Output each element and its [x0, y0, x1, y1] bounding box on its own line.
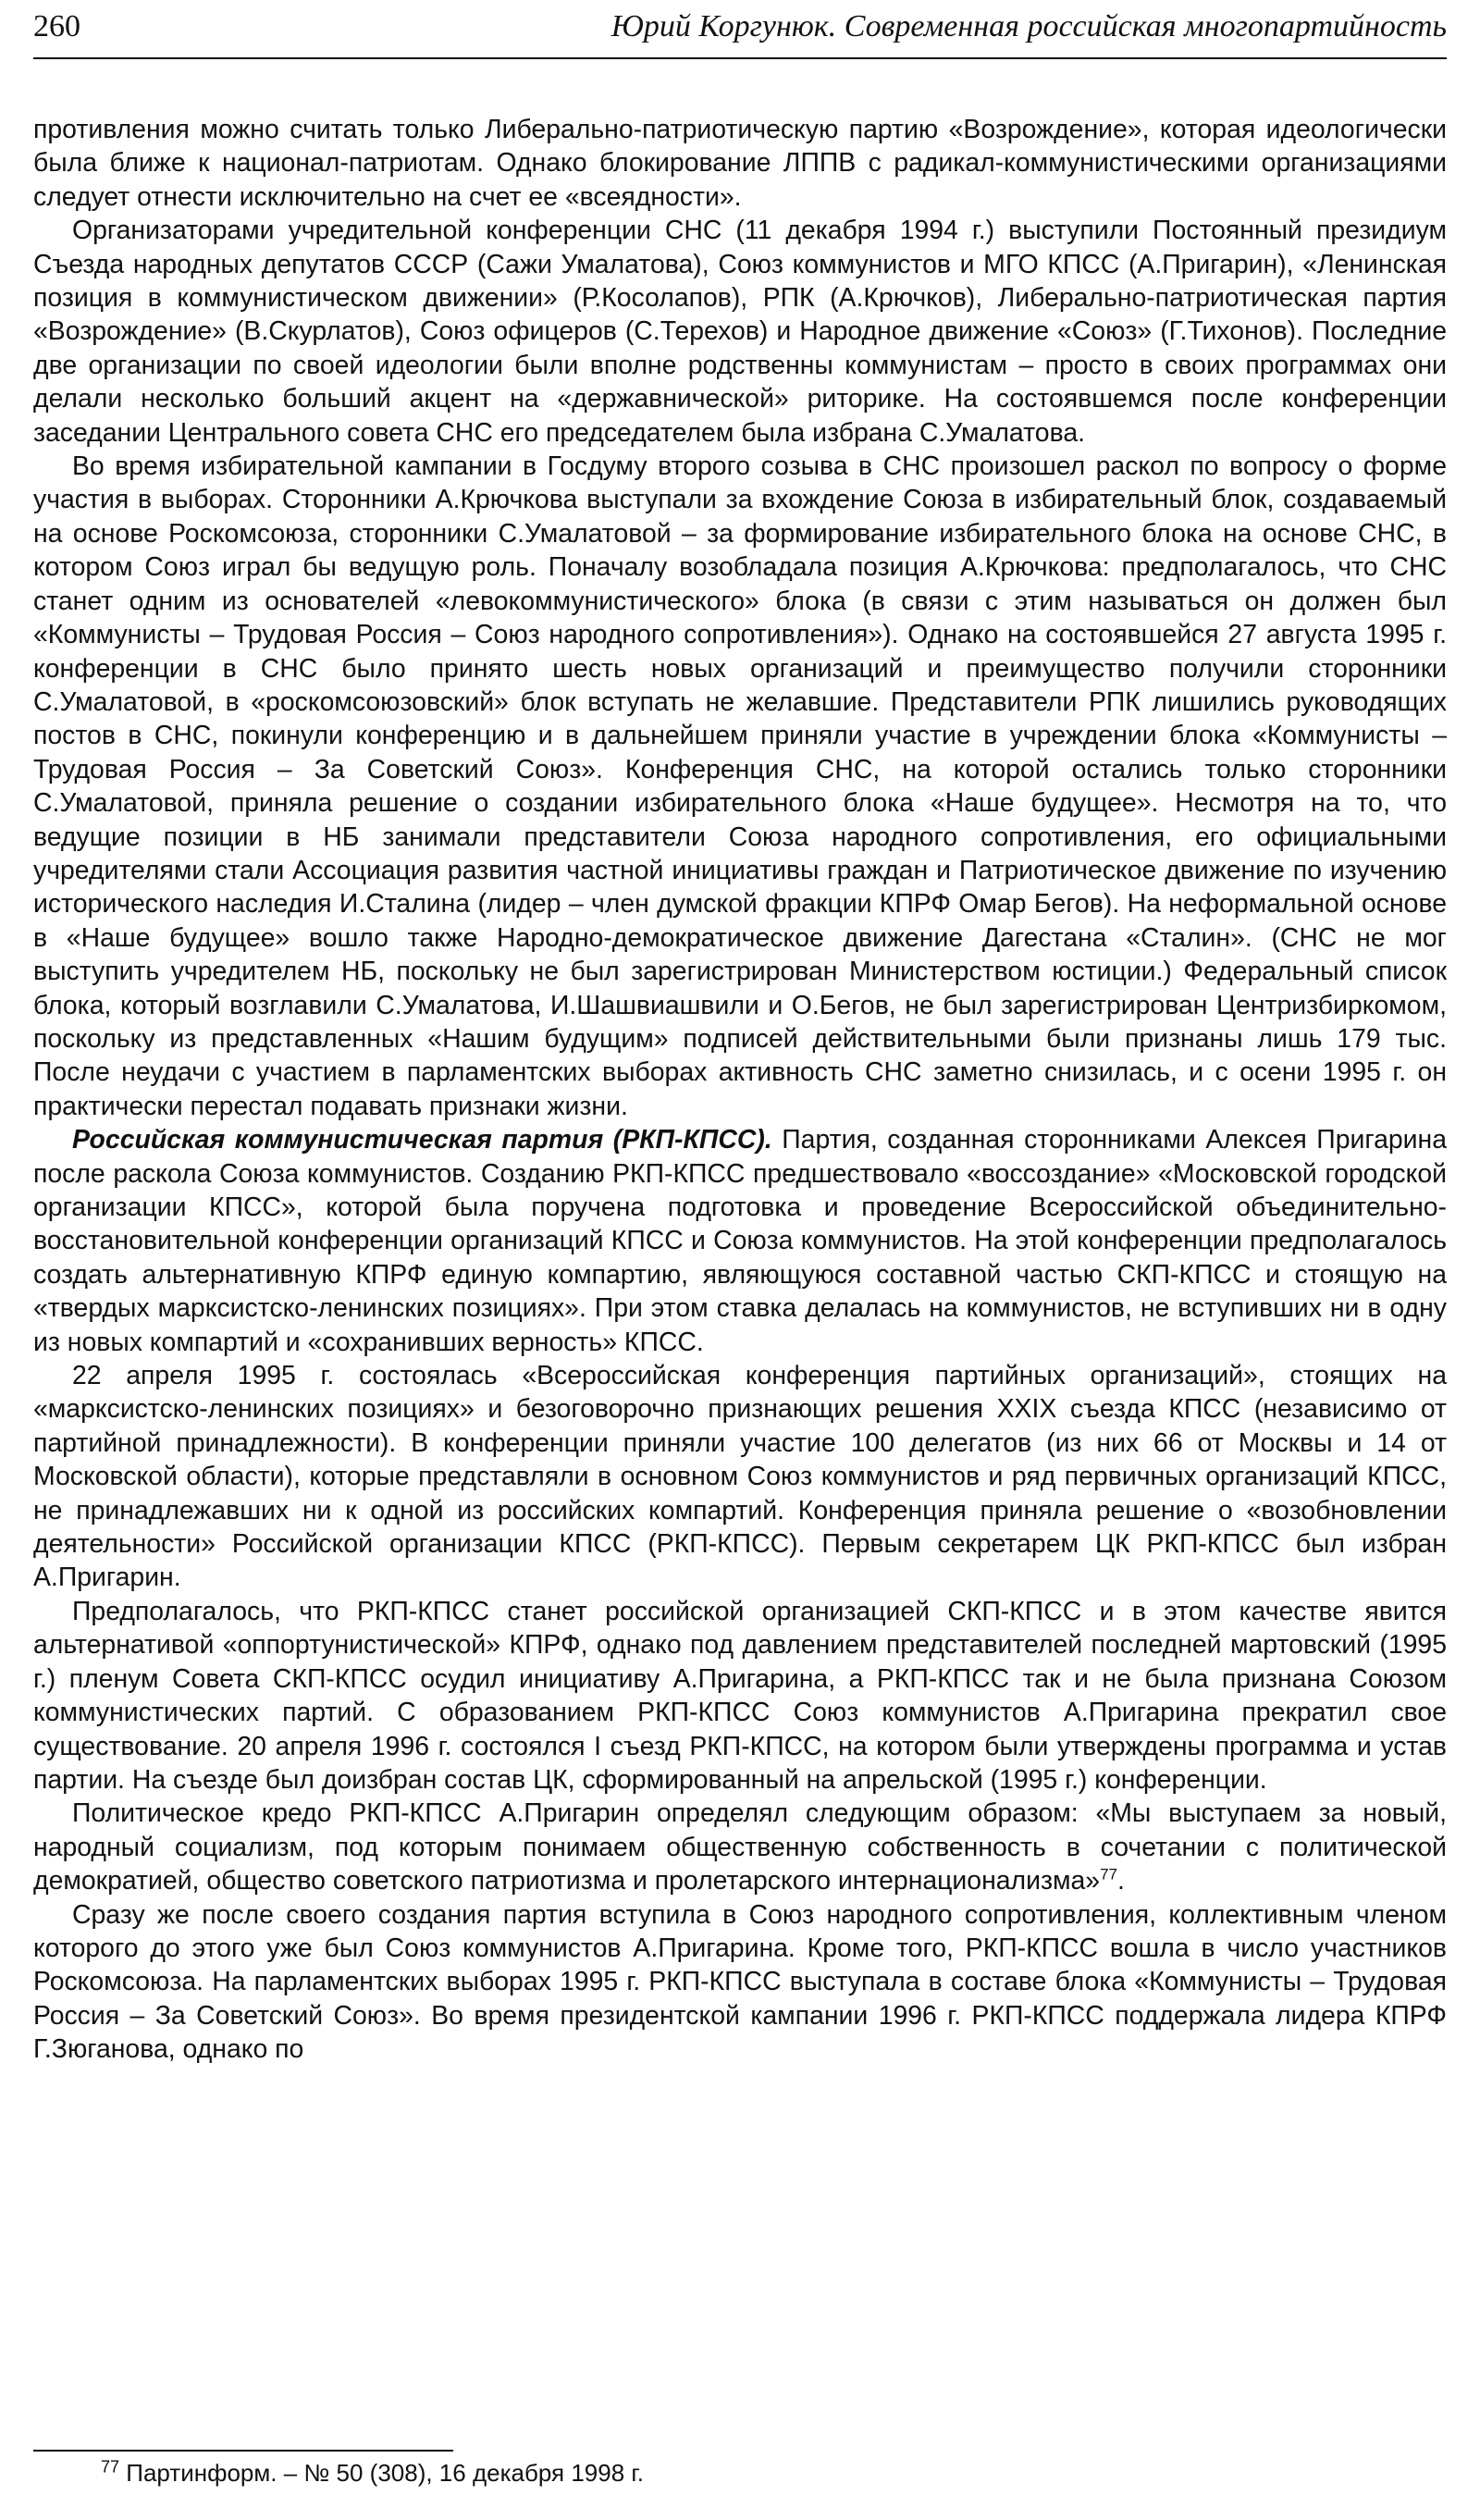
- paragraph-6: Предполагалось, что РКП-КПСС станет российской организацией СКП-КПСС и в этом качестве явится альтернативой «оппортунистической» КПРФ, однако под давлением представителей последней мартовский (1995 г.) пленум Совета СКП-КПСС осудил инициативу А.Пригарина, а РКП-КПСС так и не была признана Союзом коммунистических партий. С образованием РКП-КПСС Союз коммунистов А.Пригарина прекратил свое существование. 20 апреля 1996 г. состоялся I съезд РКП-КПСС, на котором были утверждены программа и устав партии. На съезде был доизбран состав ЦК, сформированный на апрельской (1995 г.) конференции.: [33, 1596, 1447, 1795]
- page-number: 260: [33, 9, 80, 43]
- footnote-number: 77: [101, 2457, 120, 2477]
- body-text: [33, 113, 1447, 2067]
- paragraph-4: [33, 1123, 1447, 1359]
- footnote-reference[interactable]: 77: [1100, 1865, 1117, 1884]
- paragraph-3: Во время избирательной кампании в Госдуму второго созыва в СНС произошел раскол по вопросу о форме участия в выборах. Сторонники А.Крючкова выступали за вхождение Союза в избирательный блок, создаваемый на основе Роскомсоюза, сторонники С.Умалатовой – за формирование избирательного блока на основе СНС, в котором Союз играл бы ведущую роль. Поначалу возобладала позиция А.Крючкова: предполагалось, что СНС станет одним из основателей «левокоммунистического» блока (в связи с этим называться он должен был «Коммунисты – Трудовая Россия – Союз народного сопротивления»). Однако на состоявшейся 27 августа 1995 г. конференции в СНС было принято шесть новых организаций и преимущество получили сторонники С.Умалатовой, в «роскомсоюзовский» блок вступать не желавшие. Представители РПК лишились руководящих постов в СНС, покинули конференцию и в дальнейшем приняли участие в учреждении блока «Коммунисты – Трудовая Россия – За Советский Союз». Конференция СНС, на которой остались только сторонники С.Умалатовой, приняла решение о создании избирательного блока «Наше будущее». Несмотря на то, что ведущие позиции в НБ занимали представители Союза народного сопротивления, его официальными учредителями стали Ассоциация развития частной инициативы граждан и Патриотическое движение по изучению исторического наследия И.Сталина (лидер – член думской фракции КПРФ Омар Бегов). На неформальной основе в «Наше будущее» вошло также Народно-демократическое движение Дагестана «Сталин». (СНС не мог выступить учредителем НБ, поскольку не был зарегистрирован Министерством юстиции.) Федеральный список блока, который возглавили С.Умалатова, И.Шашвиашвили и О.Бегов, не был зарегистрирован Центризбиркомом, поскольку из представленных «Нашим будущим» подписей действительными были признаны лишь 179 тыс. После неудачи с участием в парламентских выборах активность СНС заметно снизилась, и с осени 1995 г. он практически перестал подавать признаки жизни.: [33, 451, 1447, 1121]
- document-page: [33, 0, 1447, 2487]
- footnote-text: Партинформ. – № 50 (308), 16 декабря 1998 г.: [119, 2459, 644, 2487]
- section-heading: Российская коммунистическая партия (РКП-КПСС).: [72, 1125, 772, 1155]
- paragraph-2: Организаторами учредительной конференции СНС (11 декабря 1994 г.) выступили Постоянный президиум Съезда народных депутатов СССР (Сажи Умалатова), Союз коммунистов и МГО КПСС (А.Пригарин), «Ленинская позиция в коммунистическом движении» (Р.Косолапов), РПК (А.Крючков), Либерально-патриотическая партия «Возрождение» (В.Скурлатов), Союз офицеров (С.Терехов) и Народное движение «Союз» (Г.Тихонов). Последние две организации по своей идеологии были вполне родственны коммунистам – просто в своих программах они делали несколько больший акцент на «державнической» риторике. На состоявшемся после конференции заседании Центрального совета СНС его председателем была избрана С.Умалатова.: [33, 216, 1447, 448]
- paragraph-7-end: .: [1117, 1866, 1125, 1896]
- paragraph-1: противления можно считать только Либерально-патриотическую партию «Возрождение», которая идеологически была ближе к национал-патриотам. Однако блокирование ЛППВ с радикал-коммунистическими организациями следует отнести исключительно на счет ее «всеядности».: [33, 115, 1447, 212]
- paragraph-8: Сразу же после своего создания партия вступила в Союз народного сопротивления, коллективным членом которого до этого уже был Союз коммунистов А.Пригарина. Кроме того, РКП-КПСС вошла в число участников Роскомсоюза. На парламентских выборах 1995 г. РКП-КПСС выступала в составе блока «Коммунисты – Трудовая Россия – За Советский Союз». Во время президентской кампании 1996 г. РКП-КПСС поддержала лидера КПРФ Г.Зюганова, однако по: [33, 1899, 1447, 2065]
- paragraph-5: 22 апреля 1995 г. состоялась «Всероссийская конференция партийных организаций», стоящих на «марксистско-ленинских позициях» и безоговорочно признающих решения XXIX съезда КПСС (независимо от партийной принадлежности). В конференции приняли участие 100 делегатов (из них 66 от Москвы и 14 от Московской области), которые представляли в основном Союз коммунистов и ряд первичных организаций КПСС, не принадлежавших ни к одной из российских компартий. Конференция приняла решение о «возобновлении деятельности» Российской организации КПСС (РКП-КПСС). Первым секретарем ЦК РКП-КПСС был избран А.Пригарин.: [33, 1361, 1447, 1593]
- paragraph-4-text: Партия, созданная сторонниками Алексея Пригарина после раскола Союза коммунистов. Созданию РКП-КПСС предшествовало «воссоздание» «Московской городской организации КПСС», которой была поручена подготовка и проведение Всероссийской объединительно-восстановительной конференции организаций КПСС и Союза коммунистов. На этой конференции предполагалось создать альтернативную КПРФ единую компартию, являющуюся составной частью СКП-КПСС и стоящую на «твердых марксистско-ленинских позициях». При этом ставка делалась на коммунистов, не вступивших ни в одну из новых компартий и «сохранивших верность» КПСС.: [33, 1125, 1447, 1357]
- paragraph-7-text: Политическое кредо РКП-КПСС А.Пригарин определял следующим образом: «Мы выступаем за новый, народный социализм, под которым понимаем общественную собственность в сочетании с политической демократией, общество советского патриотизма и пролетарского интернационализма»: [33, 1798, 1447, 1896]
- running-title: Юрий Коргунюк. Современная российская многопартийность: [610, 9, 1447, 43]
- footnote-divider: [33, 2450, 453, 2452]
- running-header: [33, 6, 1447, 59]
- footnote: [101, 2459, 644, 2488]
- paragraph-7: [33, 1797, 1447, 1897]
